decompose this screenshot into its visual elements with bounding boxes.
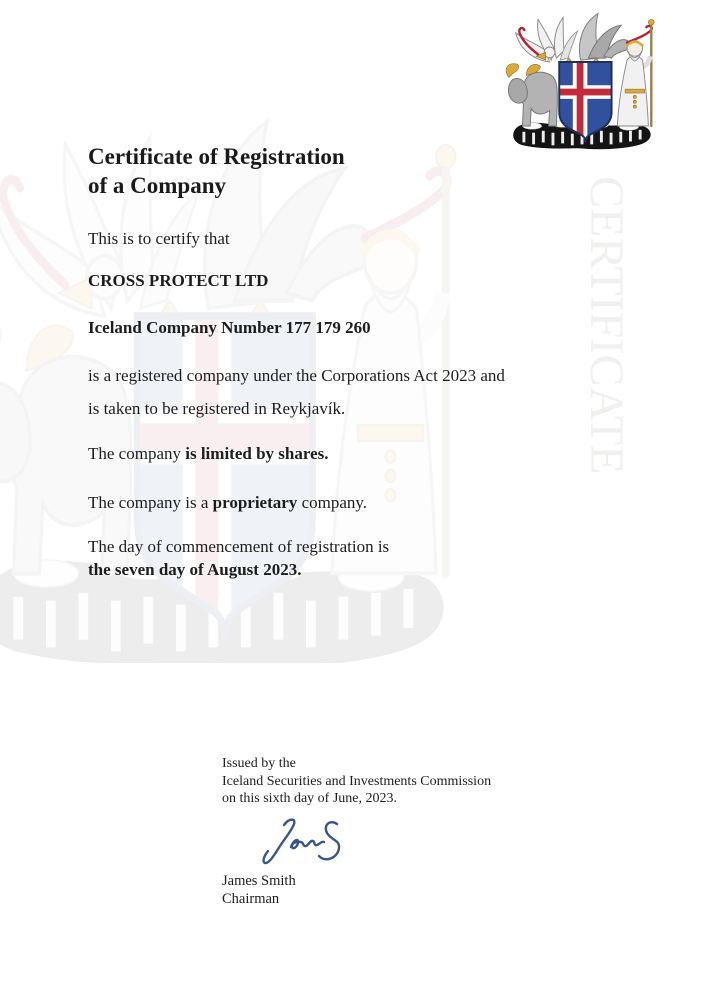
- certificate-title-line2: of a Company: [88, 173, 227, 198]
- registration-statement-line1: is a registered company under the Corporations Act 2023 and: [88, 366, 505, 385]
- signer-name: James Smith: [222, 873, 296, 889]
- certificate-title-line1: Certificate of Registration: [88, 144, 345, 169]
- limited-by-shares-line: The company is limited by shares.: [88, 444, 329, 463]
- company-name: CROSS PROTECT LTD: [88, 271, 269, 290]
- company-number: Iceland Company Number 177 179 260: [88, 318, 371, 337]
- issued-by-line3: on this sixth day of June, 2023.: [222, 791, 397, 806]
- issued-by-line2: Iceland Securities and Investments Commission: [222, 773, 492, 789]
- issued-by-line1: Issued by the: [222, 756, 296, 771]
- issued-by-block: [222, 755, 491, 808]
- commencement-line2: the seven day of August 2023.: [88, 560, 302, 579]
- intro-line: This is to certify that: [88, 229, 230, 248]
- iceland-coat-of-arms-icon: [505, 6, 660, 150]
- commencement-line1: The day of commencement of registration is: [88, 537, 390, 556]
- certificate-title: [88, 142, 345, 200]
- signer-title: Chairman: [222, 891, 280, 907]
- registration-statement-line2: is taken to be registered in Reykjavík.: [88, 399, 346, 418]
- proprietary-company-line: The company is a proprietary company.: [88, 493, 368, 512]
- chairman-signature-script: [260, 813, 350, 869]
- certificate-vertical-watermark: CERTIFICATE: [580, 176, 633, 475]
- signer-block: [222, 872, 296, 908]
